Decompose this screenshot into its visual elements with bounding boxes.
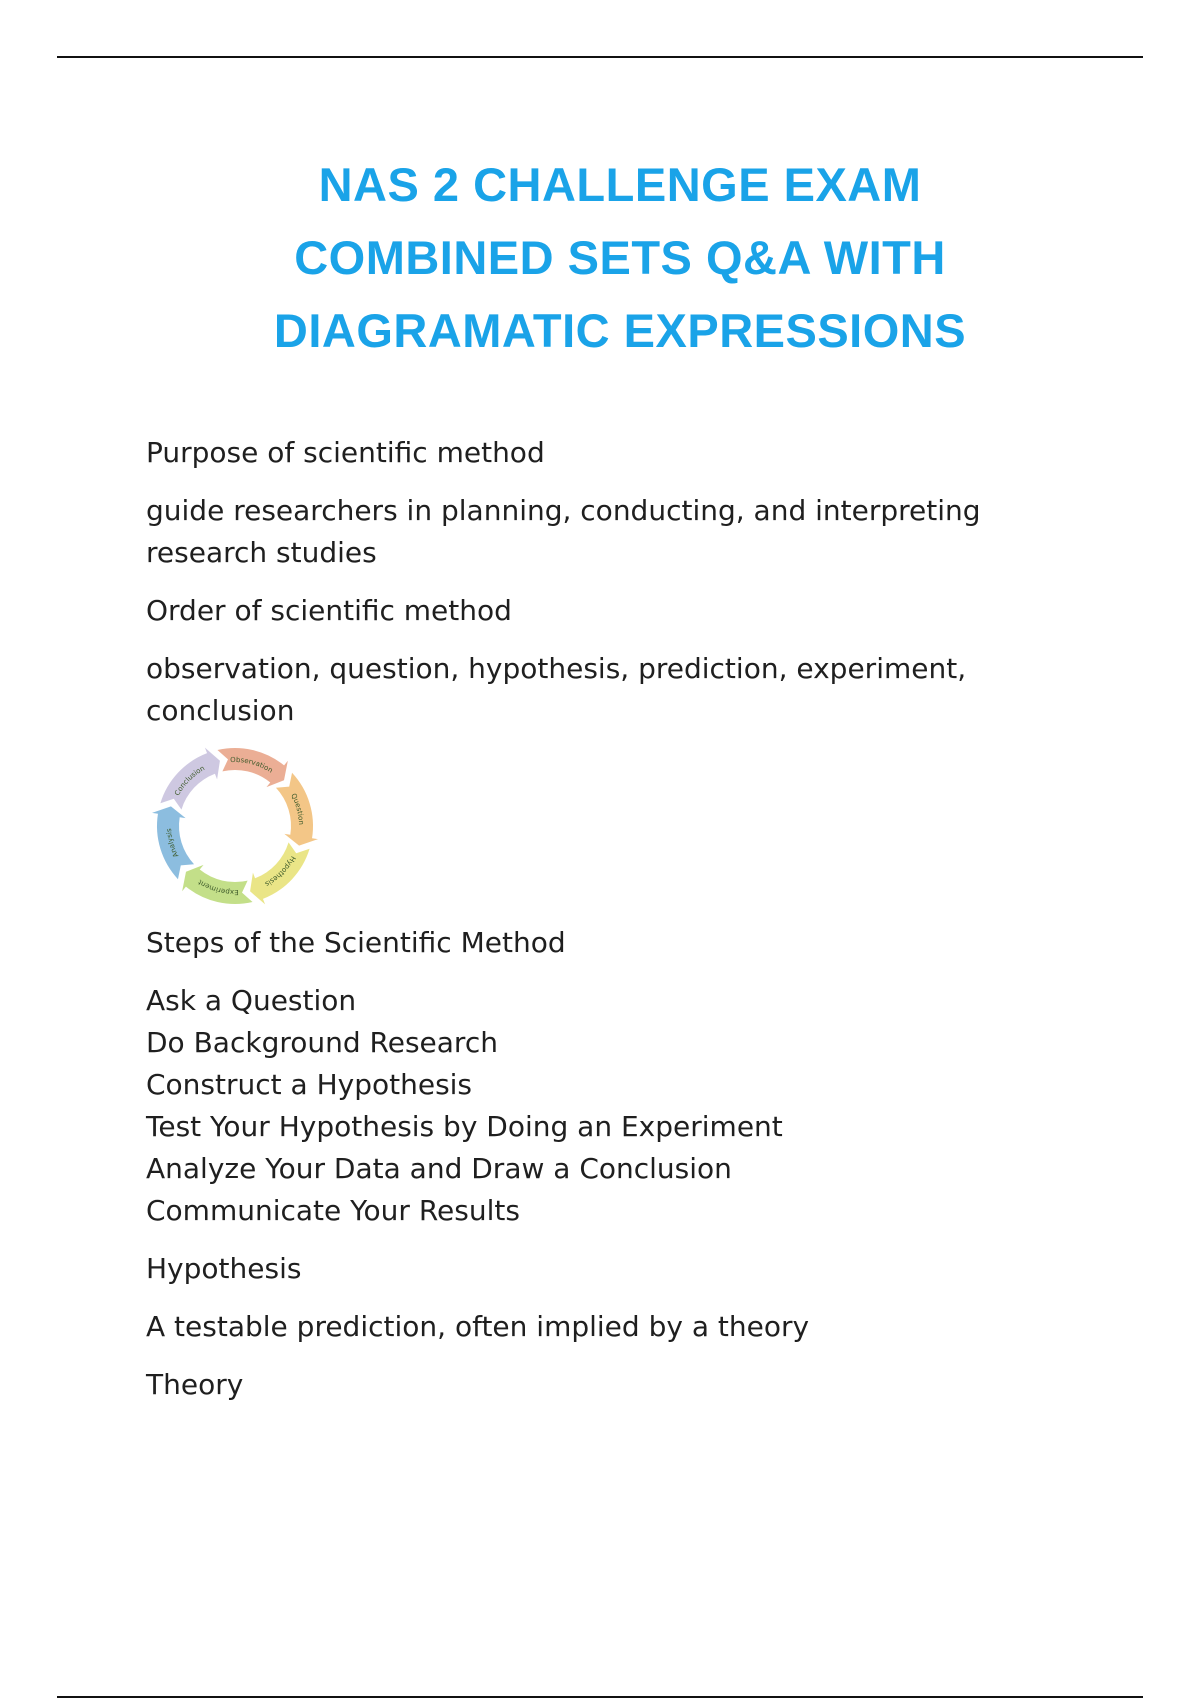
document-title (100, 148, 1140, 367)
answer-text: A testable prediction, often implied by a theory (146, 1310, 810, 1343)
question-text: Order of scientific method (146, 594, 512, 627)
question-text: Steps of the Scientific Method (146, 926, 566, 959)
steps-list (146, 980, 1046, 1232)
list-item: Construct a Hypothesis (146, 1068, 473, 1101)
cycle-step-label: Conclusion (173, 764, 207, 798)
list-item: Ask a Question (146, 984, 357, 1017)
question-text: Hypothesis (146, 1252, 302, 1285)
top-rule (57, 56, 1143, 58)
list-item: Test Your Hypothesis by Doing an Experiment (146, 1110, 783, 1143)
list-item: Communicate Your Results (146, 1194, 520, 1227)
document-body (146, 432, 1046, 1406)
cycle-arrow-segment (182, 865, 252, 904)
question-text: Purpose of scientific method (146, 436, 545, 469)
answer-text: guide researchers in planning, conducting, and interpreting research studies (146, 494, 981, 569)
title-line: NAS 2 CHALLENGE EXAM (318, 158, 922, 211)
answer-text: observation, question, hypothesis, prediction, experiment, conclusion (146, 652, 967, 727)
list-item: Analyze Your Data and Draw a Conclusion (146, 1152, 732, 1185)
cycle-arrow-segment (217, 748, 287, 787)
scientific-method-cycle-diagram (142, 746, 328, 906)
cycle-step-label: Experiment (196, 877, 239, 897)
cycle-step-label: Analysis (165, 828, 181, 859)
title-line: COMBINED SETS Q&A WITH (294, 231, 946, 284)
list-item: Do Background Research (146, 1026, 498, 1059)
title-line: DIAGRAMATIC EXPRESSIONS (273, 304, 967, 357)
cycle-step-label: Hypothesis (263, 854, 298, 889)
question-text: Theory (146, 1368, 244, 1401)
cycle-step-label: Question (289, 792, 306, 826)
bottom-rule (57, 1696, 1143, 1698)
cycle-step-label: Observation (230, 755, 275, 775)
